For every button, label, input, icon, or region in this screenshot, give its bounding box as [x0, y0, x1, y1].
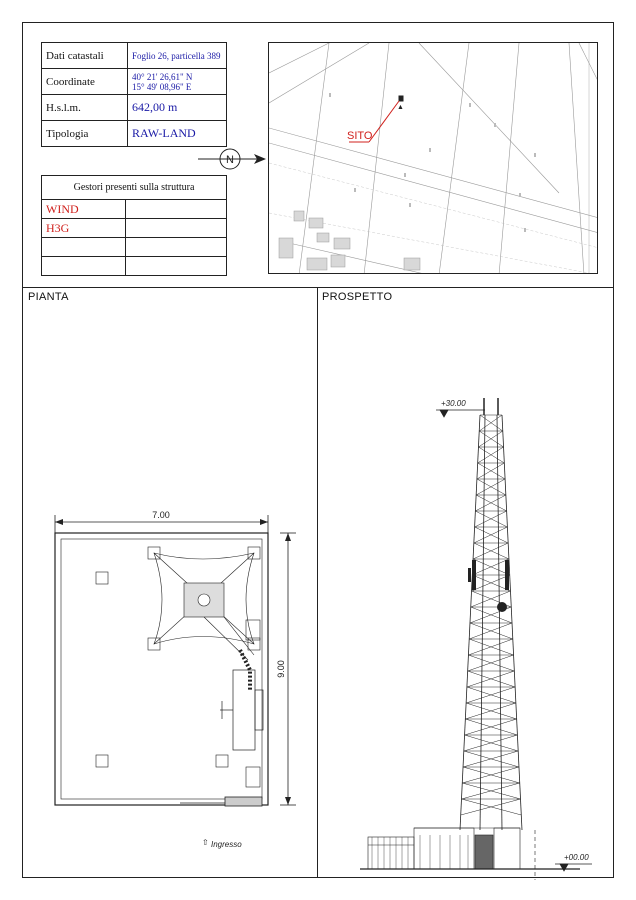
map-drawing: [269, 43, 598, 274]
width-dim-label: 7.00: [152, 510, 170, 520]
tower-brace: [476, 495, 506, 511]
operator-row: [42, 238, 126, 257]
panel-divider: [317, 287, 318, 878]
altitude-label: H.s.l.m.: [42, 95, 128, 121]
tower-brace: [478, 463, 505, 479]
tower-brace: [474, 527, 508, 543]
operators-title: Gestori presenti sulla struttura: [42, 176, 227, 200]
equipment-cabinet: [220, 670, 263, 750]
site-label: SITO: [347, 130, 373, 142]
tower-brace: [469, 623, 512, 639]
north-arrow-icon: [196, 143, 268, 175]
typology-value: RAW-LAND: [128, 121, 227, 147]
elevation-drawing: [320, 390, 610, 880]
plan-title: PIANTA: [28, 291, 69, 303]
tower-base: [148, 547, 260, 660]
operators-table: [41, 175, 227, 276]
ground-markers: [96, 572, 260, 787]
ground-level-marker: [555, 864, 592, 871]
ground-level-label: +00.00: [564, 853, 589, 862]
plan-drawing: [30, 505, 315, 855]
tower-brace: [477, 479, 506, 495]
altitude-value: 642,00 m: [128, 95, 227, 121]
coordinates-lon: 15° 49' 08,96" E: [132, 81, 192, 92]
tower-brace: [479, 415, 502, 431]
svg-text:▲: ▲: [397, 104, 404, 111]
tower-brace: [472, 575, 510, 591]
tower-brace: [478, 431, 502, 447]
tower-brace: [474, 543, 509, 559]
operator-row: [42, 257, 126, 276]
top-level-label: +30.00: [441, 399, 466, 408]
tower-brace: [476, 479, 505, 495]
tower-brace: [475, 495, 505, 511]
tower-brace: [478, 447, 504, 463]
coordinates-lat: 40° 21' 26,61" N: [132, 71, 193, 82]
cadastral-label: Dati catastali: [42, 43, 128, 69]
tower-brace: [468, 655, 514, 671]
tower-brace: [475, 511, 507, 527]
entrance-label: Ingresso: [211, 840, 242, 849]
elevation-title: PROSPETTO: [322, 291, 393, 303]
fence-elevation: [368, 828, 520, 869]
height-dim-label: 9.00: [276, 660, 286, 678]
operator-row: H3G: [42, 219, 126, 238]
tower-brace: [472, 559, 509, 575]
tower-brace: [472, 575, 510, 591]
operator-row: WIND: [42, 200, 126, 219]
lattice-tower: [460, 415, 522, 830]
top-level-marker: [436, 410, 485, 417]
tower-brace: [473, 559, 510, 575]
tower-brace: [468, 655, 514, 671]
north-label: N: [226, 154, 234, 166]
typology-label: Tipologia: [42, 121, 128, 147]
tower-brace: [478, 447, 504, 463]
header-divider: [22, 287, 614, 288]
tower-brace: [477, 463, 504, 479]
tower-brace: [470, 623, 513, 639]
svg-text:⇧: ⇧: [202, 838, 209, 847]
cadastral-map: [268, 42, 598, 274]
cadastral-value: Foglio 26, particella 389: [128, 43, 227, 69]
tower-brace: [469, 639, 513, 655]
site-info-table: [41, 42, 227, 147]
tower-brace: [480, 415, 503, 431]
tower-brace: [473, 543, 508, 559]
tower-brace: [479, 431, 503, 447]
tower-brace: [475, 527, 509, 543]
tower-brace: [468, 639, 512, 655]
coordinates-label: Coordinate: [42, 69, 128, 95]
tower-brace: [475, 511, 507, 527]
